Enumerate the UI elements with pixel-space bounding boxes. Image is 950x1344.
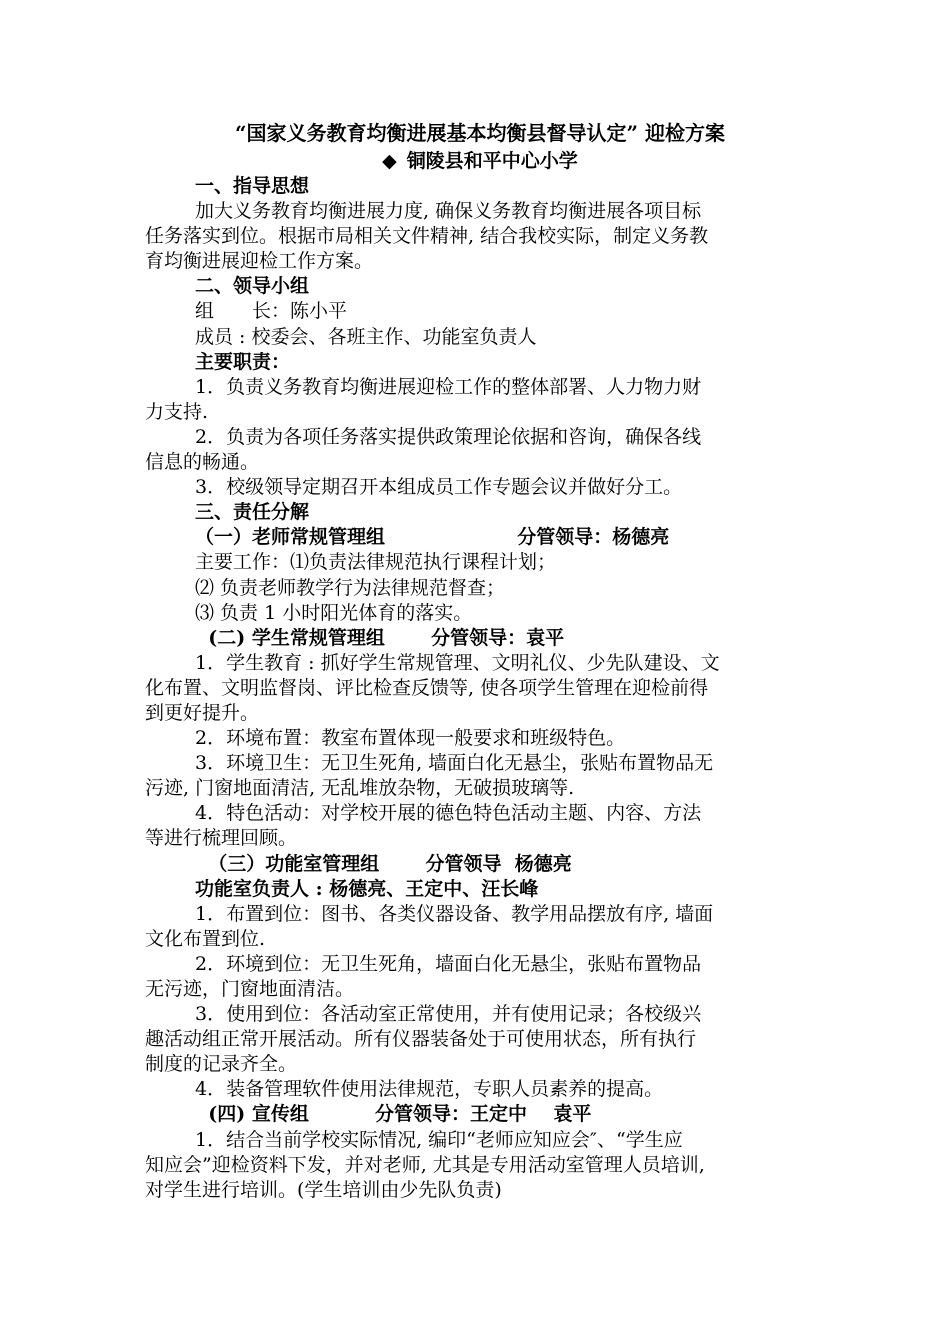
section-heading-line: 一、指导思想 [195,175,310,197]
section-heading-line: （三）功能室管理组 分管领导 杨德亮 [195,852,572,875]
body-text-line: 知应会”迎检资料下发，并对老师, 尤其是专用活动室管理人员培训, [145,1153,705,1176]
body-text-line: 2．负责为各项任务落实提供政策理论依据和咨询，确保各线 [195,425,702,448]
body-text-line: ⑵ 负责老师教学行为法律规范督查； [195,576,506,599]
body-text-line: 1．结合当前学校实际情况, 编印“老师应知应会″、“学生应 [195,1128,683,1151]
body-text-line: 力支持. [145,400,209,423]
body-text-line: 主要工作：⑴负责法律规范执行课程计划； [195,551,557,574]
body-text-line: 1．布置到位：图书、各类仪器设备、教学用品摆放有序, 墙面 [195,902,714,925]
body-text-line: 任务落实到位。根据市局相关文件精神, 结合我校实际，制定义务教 [145,225,709,248]
section-heading-line: (四) 宣传组 分管领导：王定中 袁平 [195,1103,592,1126]
section-heading-line: 三、责任分解 [195,501,310,524]
body-text-line: 2．环境布置：教室布置体现一般要求和班级特色。 [195,727,626,750]
section-heading-line: (二) 学生常规管理组 分管领导：袁平 [195,626,565,649]
body-text-line: 对学生进行培训。(学生培训由少先队负责) [145,1178,502,1201]
document-body [145,118,815,1203]
body-text-line: 3．环境卫生：无卫生死角, 墙面白化无悬尘，张贴布置物品无 [195,752,714,775]
section-heading-line: 功能室负责人 : 杨德亮、王定中、汪长峰 [195,877,539,900]
document-title: “国家义务教育均衡进展基本均衡县督导认定” 迎检方案 [235,121,725,145]
body-text-line: 加大义务教育均衡进展力度, 确保义务教育均衡进展各项目标 [195,200,702,223]
body-text-line: 2．环境到位：无卫生死角，墙面白化无悬尘，张贴布置物品 [195,952,702,975]
section-heading-line: 主要职责： [195,350,291,373]
body-text-line: 化布置、文明监督岗、评比检查反馈等, 使各项学生管理在迎检前得 [145,676,709,699]
body-text-line: 育均衡进展迎检工作方案。 [145,250,374,273]
body-text-line: 1．负责义务教育均衡进展迎检工作的整体部署、人力物力财 [195,375,702,398]
body-text-line: 成员 : 校委会、各班主作、功能室负责人 [195,325,537,348]
body-text-line: 等进行梳理回顾。 [145,827,298,850]
body-text-line: 1．学生教育 : 抓好学生常规管理、文明礼仪、少先队建设、文 [195,651,720,674]
body-text-line: 3．校级领导定期召开本组成员工作专题会议并做好分工。 [195,476,683,499]
diamond-bullet-icon: ◆ [382,150,397,172]
body-text-line: 趣活动组正常开展活动。所有仪器装备处于可使用状态，所有执行 [145,1028,697,1051]
document-lines [145,174,815,1203]
section-heading-line: 二、领导小组 [195,275,310,298]
body-text-line: 制度的记录齐全。 [145,1053,298,1076]
body-text-line: 组 长：陈小平 [195,300,348,323]
body-text-line: 污迹, 门窗地面清洁, 无乱堆放杂物，无破损玻璃等. [145,777,575,800]
section-heading-line: （一）老师常规管理组 分管领导：杨德亮 [195,526,670,549]
school-name-line [145,148,815,174]
body-text-line: 无污迹，门窗地面清洁。 [145,978,355,1000]
body-text-line: 信息的畅通。 [145,451,260,474]
body-text-line: 文化布置到位. [145,927,266,950]
body-text-line: 到更好提升。 [145,701,260,724]
school-name: 铜陵县和平中心小学 [406,150,578,172]
body-text-line: 4．特色活动：对学校开展的德色特色活动主题、内容、方法 [195,802,702,825]
body-text-line: 3．使用到位：各活动室正常使用，并有使用记录；各校级兴 [195,1003,702,1026]
body-text-line: ⑶ 负责 1 小时阳光体育的落实。 [195,601,473,624]
body-text-line: 4．装备管理软件使用法律规范，专职人员素养的提高。 [195,1078,664,1101]
